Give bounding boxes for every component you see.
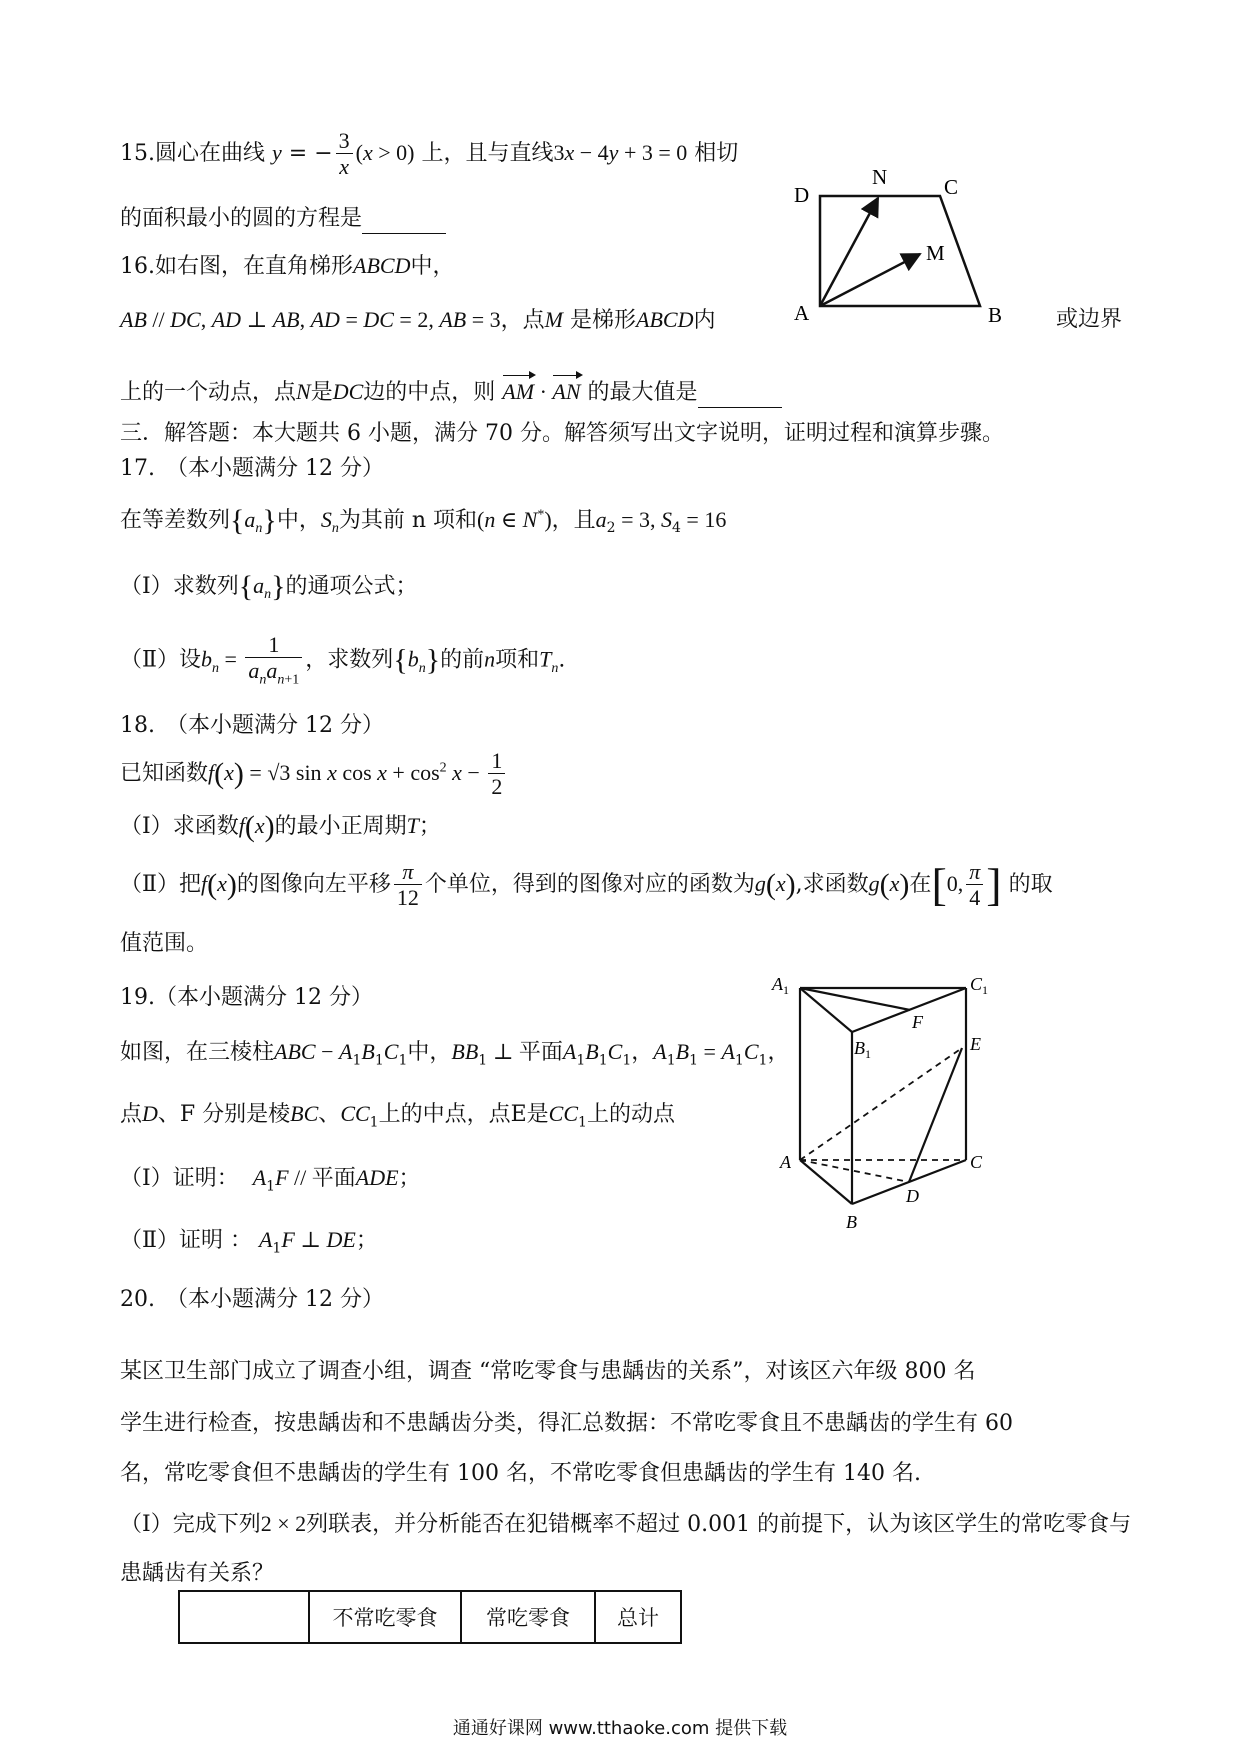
q20-line5: 患龋齿有关系？ xyxy=(120,1561,275,1586)
label-b1: $B_1$ xyxy=(854,1038,871,1061)
q20-header: 20. （本小题满分 12 分） xyxy=(120,1287,384,1312)
label-c1: $C_1$ xyxy=(970,974,989,997)
q19-stem2: 点D、F 分别是棱BC、$CC_1$上的中点，点E是$CC_1$上的动点 xyxy=(120,1101,675,1131)
table-header-cell xyxy=(179,1591,309,1643)
q18-part1: （Ⅰ）求函数f(x)的最小正周期T； xyxy=(120,810,441,843)
q18-part2-cont: 值范围。 xyxy=(120,931,209,956)
q16-line2-tail: 或边界 xyxy=(1056,307,1123,332)
q19-part1: （Ⅰ）证明： $A_1F$ // 平面ADE； xyxy=(120,1165,421,1195)
label-c: C xyxy=(970,1152,983,1172)
answer-blank-16 xyxy=(698,379,782,408)
q17-stem: 在等差数列$\{a_n\}$中，$S_n$为其前 n 项和(n ∈ N*)，且$a_2 = 3$, $S_4 = 16$ xyxy=(120,504,727,537)
q15-line2: 的面积最小的圆的方程是 xyxy=(120,205,446,234)
label-b: B xyxy=(988,303,1003,327)
trapezoid-outline xyxy=(820,196,980,306)
label-a1: $A_1$ xyxy=(772,974,789,997)
label-m: M xyxy=(926,241,945,265)
label-a: A xyxy=(794,301,810,325)
q20-line4: （Ⅰ）完成下列2 × 2列联表，并分析能否在犯错概率不超过 0.001 的前提下，认为该区学生的常吃零食与 xyxy=(120,1511,1132,1537)
contingency-table xyxy=(178,1590,682,1644)
label-n: N xyxy=(872,165,888,189)
q15-number: 15. xyxy=(120,140,155,166)
q18-stem: 已知函数f(x) = √3 sin x $\cos x + \cos^2 x$ − $\frac{1}{2}$ xyxy=(120,748,508,800)
q17-fraction: $\frac{1}{a_na_{n+1}}$ xyxy=(245,632,302,689)
label-a: A xyxy=(780,1152,791,1172)
q18-fraction-half: $\frac{1}{2}$ xyxy=(488,748,505,800)
q18-fraction-shift: $\frac{\pi}{12}$ xyxy=(394,859,422,911)
label-d: D xyxy=(906,1186,919,1206)
page-footer: 通通好课网 www.tthaoke.com 提供下载 xyxy=(452,1718,788,1739)
label-e: E xyxy=(970,1034,981,1054)
label-d: D xyxy=(794,183,810,207)
q17-part1: （Ⅰ）求数列$\{a_n\}$的通项公式； xyxy=(120,570,418,603)
q15-fraction: $\frac{3}{x}$ xyxy=(336,128,353,180)
trapezoid-figure xyxy=(780,150,1020,330)
q15-line1: 15.圆心在曲线 y = − $\frac{3}{x}$ (x > 0) 上，且与直线3x − 4y + 3 = 0 相切 xyxy=(120,128,739,180)
q19-header: 19.（本小题满分 12 分） xyxy=(120,985,373,1010)
table-header-cell: 不常吃零食 xyxy=(309,1591,461,1643)
section-3-title: 三．解答题：本大题共 6 小题，满分 70 分。解答须写出文字说明，证明过程和演算步骤。 xyxy=(120,421,1004,446)
q20-line1: 某区卫生部门成立了调查小组，调查 “常吃零食与患龋齿的关系”，对该区六年级 800 名 xyxy=(120,1359,976,1384)
q20-line2: 学生进行检查，按患龋齿和不患龋齿分类，得汇总数据：不常吃零食且不患龋齿的学生有 60 xyxy=(120,1411,1013,1436)
q17-header: 17. （本小题满分 12 分） xyxy=(120,456,384,481)
answer-blank-15 xyxy=(362,205,446,234)
q19-stem1: 如图，在三棱柱ABC − $A_1B_1C_1$中，$BB_1$ ⊥ 平面$A_1B_1C_1$，$A_1B_1 = A_1C_1$， xyxy=(120,1039,790,1069)
q16-line3: 上的一个动点，点N是DC边的中点，则 AM · AN 的最大值是 xyxy=(120,378,782,408)
q18-fraction-interval: $\frac{\pi}{4}$ xyxy=(966,859,983,911)
q16-line1: 16.如右图，在直角梯形ABCD中， xyxy=(120,253,455,279)
prism-figure xyxy=(770,970,1010,1240)
label-f: F xyxy=(912,1012,923,1032)
label-c: C xyxy=(944,175,959,199)
q18-header: 18. （本小题满分 12 分） xyxy=(120,713,384,738)
q16-line2: AB // DC, AD ⊥ AB, AD = DC = 2, AB = 3，点M 是梯形ABCD内 xyxy=(120,307,716,333)
q18-part2: （Ⅱ）把f(x)的图像向左平移 $\frac{\pi}{12}$ 个单位，得到的图像对应的函数为g(x),求函数g(x)在[0, $\frac{\pi}{4}$ ] 的取 xyxy=(120,858,1053,911)
label-b: B xyxy=(846,1212,857,1232)
q19-part2: （Ⅱ）证明 ： $A_1F$ ⊥ DE； xyxy=(120,1227,378,1257)
q17-part2: （Ⅱ）设$b_n$ = $\frac{1}{a_na_{n+1}}$ ，求数列$\{b_n\}$的前n项和$T_n$. xyxy=(120,632,566,688)
table-header-cell: 总计 xyxy=(595,1591,681,1643)
q20-line3: 名，常吃零食但不患龋齿的学生有 100 名，不常吃零食但患龋齿的学生有 140 名. xyxy=(120,1461,921,1486)
table-header-row xyxy=(179,1591,681,1643)
table-header-cell: 常吃零食 xyxy=(461,1591,595,1643)
